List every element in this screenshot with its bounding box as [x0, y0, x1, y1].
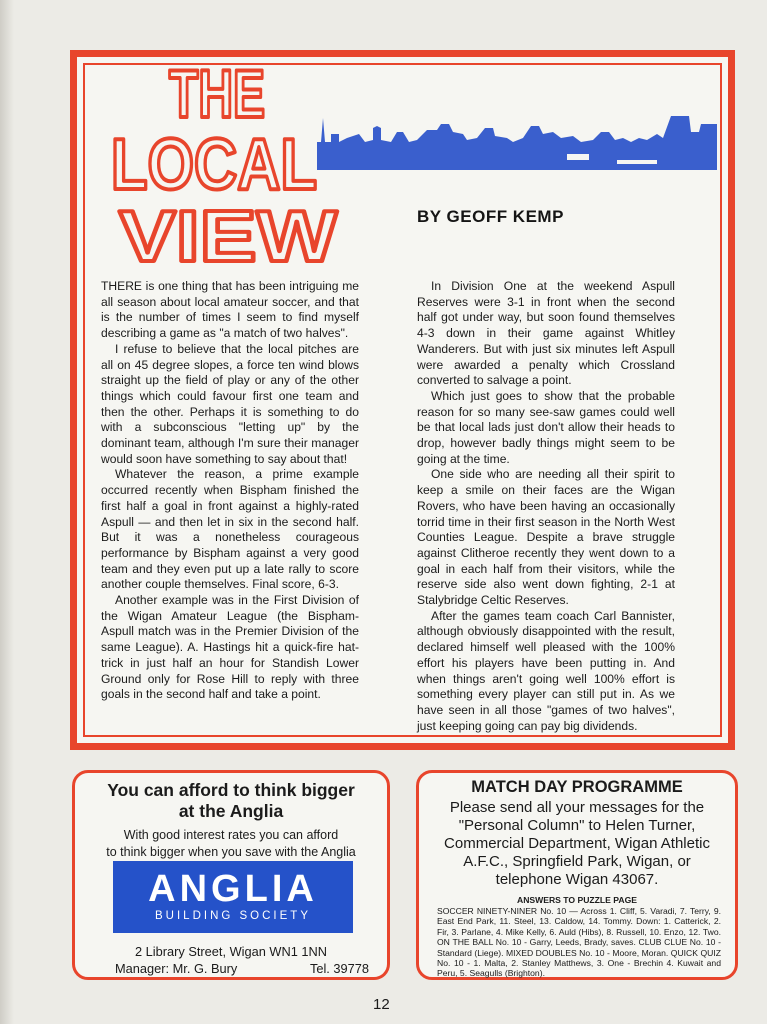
masthead-line-local: LOCAL — [111, 125, 317, 205]
anglia-contact — [75, 943, 387, 977]
article-paragraph: In Division One at the weekend Aspull Reserves were 3-1 in front when the second half got under way, but soon found themselves 4-3 down in their game against Whitley Wanderers. But with just six minutes left Aspull were awarded a penalty which Crossland converted to salvage a point. — [417, 279, 675, 388]
article-column-right — [417, 279, 675, 734]
article-paragraph: Whatever the reason, a prime example occurred recently when Bispham finished the first half a goal in front against a highly-rated Aspull — and then let in six in the second half. But it was a nonetheless courageous performance by Bispham against a very good team and they even put up a late rally to score another couple themselves. Final score, 6-3. — [101, 467, 359, 592]
article-paragraph: I refuse to believe that the local pitches are all on 45 degree slopes, a force ten wind blows straight up the field of play or any of the other things which could favour first one team and then the other. Perhaps it is something to do with a subconscious "letting up" by the dominant team, although I'm sure their manager would soon have something to say about that! — [101, 341, 359, 466]
article-paragraph: Which just goes to show that the probable reason for so many see-saw games could well be that local lads just don't allow their heads to drop, however badly things might seem to be going at the time. — [417, 388, 675, 466]
page-edge-shadow — [0, 0, 14, 1024]
anglia-subtext-line: to think bigger when you save with the Anglia — [106, 845, 356, 859]
anglia-subtext-line: With good interest rates you can afford — [123, 828, 339, 842]
anglia-subtext — [75, 827, 387, 861]
town-skyline-graphic — [317, 112, 719, 172]
programme-message: Please send all your messages for the "Personal Column" to Helen Turner, Commercial Department, Wigan Athletic A.F.C., Springfield Park, Wigan, or telephone Wigan 43067. — [444, 799, 710, 888]
article-paragraph: After the games team coach Carl Bannister, although obviously disappointed with the result, declared himself well pleased with the 100% effort his players have been putting in. And when things aren't going well 100% effort is something every player can still put in. As we have seen in all those "games of two halves", just keeping going can pay big dividends. — [417, 608, 675, 733]
masthead-line-the: THE — [169, 57, 265, 132]
page-number: 12 — [373, 996, 390, 1013]
puzzle-answers-text: SOCCER NINETY-NINER No. 10 — Across 1. Cliff, 5. Varadi, 7. Terry, 9. East End Park, 11. Steel, 13. Caldow, 14. Tommy. Down: 1. Catterick, 2. Fir, 3. Parlane, 4. Mike Kelly, 6. Auld (Hibs), 8. Russell, 10. Enzo, 12. Two. ON THE BALL No. 10 - Garry, Leeds, Brady, saves. CLUB CLUE No. 10 - Standard (Liege). MIXED DOUBLES No. 10 - Moore, Moran. QUICK QUIZ No. 10 - 1. Malta, 2. Stanley Matthews, 3. One - Brechin 4. Kuwait and Peru, 5. Seagulls (Brighton). — [437, 906, 721, 979]
anglia-logo-name: ANGLIA — [148, 868, 318, 910]
anglia-telephone: Tel. 39778 — [309, 961, 369, 976]
anglia-headline-line: You can afford to think bigger — [107, 780, 355, 800]
article-byline: BY GEOFF KEMP — [417, 207, 564, 226]
anglia-advert — [72, 770, 390, 980]
anglia-manager: Manager: Mr. G. Bury — [115, 961, 238, 976]
article-paragraph: THERE is one thing that has been intriguing me all season about local amateur soccer, and that is the number of times I seem to find myself describing a game as "a match of two halves". — [101, 279, 359, 341]
masthead-line-view: VIEW — [119, 197, 338, 272]
anglia-headline-line: at the Anglia — [178, 801, 284, 821]
article-paragraph: Another example was in the First Division of the Wigan Amateur League (the Bispham-Aspull match was in the Premier Division of the same League). A. Hastings hit a quick-fire hat-trick in just half an hour for Standish Lower Ground only for Rose Hill to reply with three goals in the second half and take a point. — [101, 593, 359, 702]
masthead-title — [105, 57, 345, 272]
anglia-logo — [113, 861, 353, 933]
programme-title: MATCH DAY PROGRAMME — [471, 778, 683, 796]
anglia-logo-subtitle: BUILDING SOCIETY — [155, 910, 311, 922]
puzzle-answers-title: ANSWERS TO PUZZLE PAGE — [516, 895, 637, 905]
article-column-left — [101, 279, 359, 703]
article-frame — [70, 50, 735, 750]
anglia-headline — [75, 780, 387, 822]
match-day-programme-box — [416, 770, 738, 980]
anglia-address: 2 Library Street, Wigan WN1 1NN — [134, 944, 328, 959]
article-paragraph: One side who are needing all their spirit to keep a smile on their faces are the Wigan Rovers, who have been having an occasionally torrid time in their first season in the North West Counties League. Despite a brave struggle against Clitheroe recently they went down to a goal in each half from their visitors, while the reserve side also went down fighting, 2-1 at Stalybridge Celtic Reserves. — [417, 467, 675, 608]
